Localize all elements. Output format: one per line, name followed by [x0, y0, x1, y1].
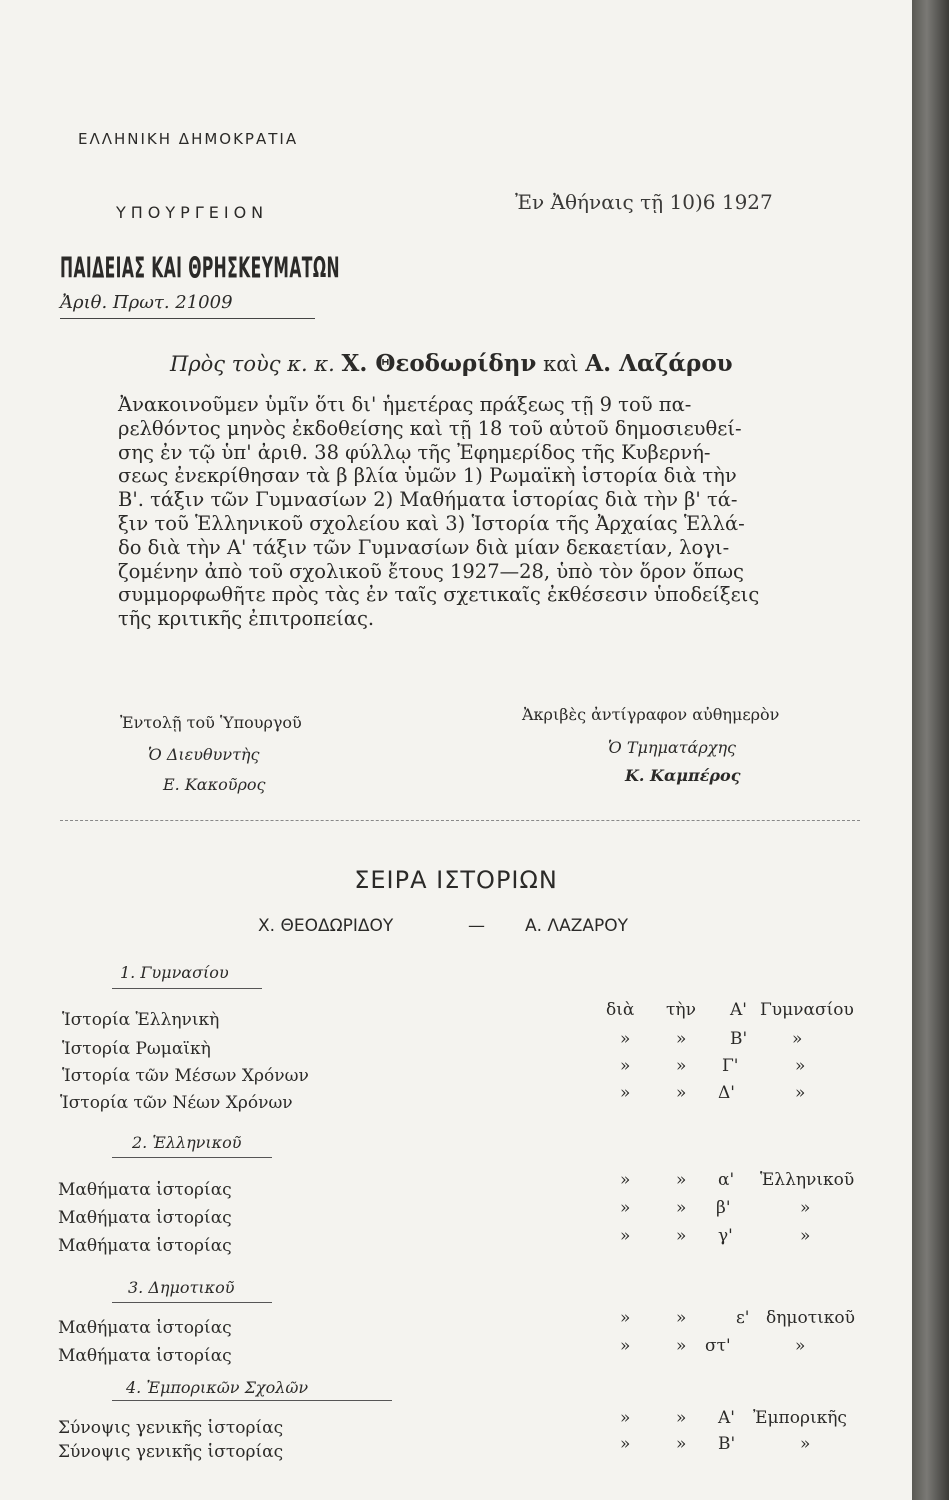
- list-item-col3: Α': [718, 1408, 735, 1428]
- list-item-title: Ἱστορία Ἑλληνικὴ: [62, 1010, 220, 1030]
- series-title: ΣΕΙΡΑ ΙΣΤΟΡΙΩΝ: [354, 866, 558, 894]
- list-item-col1: »: [620, 1198, 631, 1218]
- list-item-col1: »: [620, 1434, 631, 1454]
- salutation: [170, 350, 733, 377]
- list-item-col1: »: [620, 1226, 631, 1246]
- body-line: τῆς κριτικῆς ἐπιτροπείας.: [118, 607, 375, 631]
- list-item-col3: στ': [705, 1336, 731, 1356]
- section-divider: [60, 820, 860, 821]
- signature-left-line1: Ἐντολῇ τοῦ Ὑπουργοῦ: [120, 713, 302, 732]
- section-underline: [112, 988, 262, 989]
- body-line: σης ἐν τῷ ὑπ' ἀριθ. 38 φύλλῳ τῆς Ἐφημερίδος τῆς Κυβερνή-: [118, 440, 711, 464]
- signature-right-line1: Ἀκριβὲς ἀντίγραφον αὐθημερὸν: [522, 705, 780, 724]
- section-underline: [112, 1302, 272, 1303]
- republic-header: ΕΛΛΗΝΙΚΗ ΔΗΜΟΚΡΑΤΙΑ: [78, 130, 299, 148]
- list-item-col2: »: [676, 1408, 687, 1428]
- list-item-col2: »: [676, 1170, 687, 1190]
- list-item-title: Ἱστορία τῶν Μέσων Χρόνων: [62, 1066, 309, 1086]
- section-heading: 4. Ἐμπορικῶν Σχολῶν: [126, 1378, 309, 1397]
- list-item-title: Ἱστορία Ρωμαϊκὴ: [62, 1039, 211, 1059]
- section-underline: [112, 1400, 392, 1401]
- author-two: Α. ΛΑΖΑΡΟΥ: [525, 916, 628, 936]
- book-binding-edge: [912, 0, 949, 1500]
- list-item-col4: »: [795, 1083, 806, 1103]
- body-line: Ἀνακοινοῦμεν ὑμῖν ὅτι δι' ἡμετέρας πράξεως τῇ 9 τοῦ πα-: [118, 393, 692, 416]
- section-heading: 1. Γυμνασίου: [120, 963, 229, 982]
- protocol-number: Ἀριθ. Πρωτ. 21009: [60, 292, 233, 313]
- list-item-col4: »: [792, 1029, 803, 1049]
- list-item-col4: »: [795, 1056, 806, 1076]
- list-item-col2: »: [676, 1226, 687, 1246]
- list-item-col1: »: [620, 1170, 631, 1190]
- list-item-col2: »: [676, 1029, 687, 1049]
- list-item-title: Σύνοψις γενικῆς ἱστορίας: [58, 1418, 284, 1438]
- list-item-col1: »: [620, 1308, 631, 1328]
- section-heading: 2. Ἑλληνικοῦ: [132, 1133, 242, 1152]
- list-item-col1: »: [620, 1056, 631, 1076]
- ministry-name: ΠΑΙΔΕΙΑΣ ΚΑΙ ΘΡΗΣΚΕΥΜΑΤΩΝ: [60, 252, 340, 285]
- author-dash: —: [468, 916, 485, 936]
- body-line: συμμορφωθῆτε πρὸς τὰς ἐν ταῖς σχετικαῖς ἐκθέσεσιν ὑποδείξεις: [118, 583, 760, 607]
- list-item-col4: Ἑλληνικοῦ: [760, 1170, 855, 1190]
- signature-right-name: Κ. Καμπέρος: [625, 766, 741, 785]
- list-item-col3: β': [716, 1198, 731, 1218]
- letter-date: Ἐν Ἀθήναις τῇ 10)6 1927: [515, 190, 773, 214]
- list-item-col4: Ἐμπορικῆς: [753, 1408, 847, 1428]
- list-item-title: Μαθήματα ἱστορίας: [58, 1318, 232, 1338]
- list-item-col3: α': [718, 1170, 735, 1190]
- signature-right-title: Ὁ Τμηματάρχης: [608, 738, 736, 757]
- list-item-col2: »: [676, 1056, 687, 1076]
- list-item-col2: »: [676, 1083, 687, 1103]
- signature-left-name: Ε. Κακοῦρος: [163, 775, 266, 794]
- salutation-and: καὶ: [543, 352, 579, 376]
- list-item-col4: Γυμνασίου: [760, 1000, 854, 1020]
- list-item-col2: τὴν: [666, 1000, 696, 1020]
- body-line: ρελθόντος μηνὸς ἐκδοθείσης καὶ τῇ 18 τοῦ αὐτοῦ δημοσιευθεί-: [118, 416, 742, 440]
- author-one: Χ. ΘΕΟΔΩΡΙΔΟΥ: [258, 916, 394, 936]
- list-item-col3: Γ': [722, 1056, 739, 1076]
- list-item-title: Ἱστορία τῶν Νέων Χρόνων: [60, 1093, 293, 1113]
- body-line: ξιν τοῦ Ἑλληνικοῦ σχολείου καὶ 3) Ἱστορία τῆς Ἀρχαίας Ἑλλά-: [118, 511, 745, 535]
- list-item-title: Μαθήματα ἱστορίας: [58, 1346, 232, 1366]
- list-item-col2: »: [676, 1434, 687, 1454]
- list-item-col4: δημοτικοῦ: [766, 1308, 855, 1328]
- ministry-header: ΥΠΟΥΡΓΕΙΟΝ: [116, 203, 269, 222]
- body-line: Β'. τάξιν τῶν Γυμνασίων 2) Μαθήματα ἱστορίας διὰ τὴν β' τά-: [118, 488, 738, 512]
- list-item-col1: »: [620, 1336, 631, 1356]
- list-item-col3: ε': [736, 1308, 750, 1328]
- list-item-col3: γ': [718, 1226, 733, 1246]
- header-underline: [60, 318, 315, 319]
- list-item-col4: »: [800, 1434, 811, 1454]
- list-item-title: Μαθήματα ἱστορίας: [58, 1236, 232, 1256]
- list-item-col3: Β': [718, 1434, 736, 1454]
- list-item-title: Μαθήματα ἱστορίας: [58, 1208, 232, 1228]
- recipient-two: Α. Λαζάρου: [585, 350, 733, 377]
- section-heading: 3. Δημοτικοῦ: [128, 1278, 235, 1297]
- list-item-col3: Α': [730, 1000, 747, 1020]
- list-item-col2: »: [676, 1308, 687, 1328]
- letter-body: [118, 393, 759, 631]
- section-underline: [112, 1157, 272, 1158]
- list-item-col1: »: [620, 1408, 631, 1428]
- signature-left-title: Ὁ Διευθυντὴς: [148, 745, 260, 764]
- list-item-col1: διὰ: [606, 1000, 635, 1020]
- body-line: σεως ἐνεκρίθησαν τὰ β βλία ὑμῶν 1) Ρωμαϊκὴ ἱστορία διὰ τὴν: [118, 464, 737, 488]
- salutation-prefix: Πρὸς τοὺς κ. κ.: [170, 352, 335, 376]
- list-item-col2: »: [676, 1336, 687, 1356]
- list-item-col3: Δ': [718, 1083, 735, 1103]
- list-item-col4: »: [795, 1336, 806, 1356]
- list-item-col1: »: [620, 1029, 631, 1049]
- body-line: δο διὰ τὴν Α' τάξιν τῶν Γυμνασίων διὰ μίαν δεκαετίαν, λογι-: [118, 535, 730, 559]
- list-item-col3: Β': [730, 1029, 748, 1049]
- list-item-title: Μαθήματα ἱστορίας: [58, 1180, 232, 1200]
- list-item-col4: »: [800, 1198, 811, 1218]
- body-line: ζομένην ἀπὸ τοῦ σχολικοῦ ἔτους 1927—28, ὑπὸ τὸν ὅρον ὅπως: [118, 559, 744, 583]
- list-item-col2: »: [676, 1198, 687, 1218]
- list-item-col4: »: [800, 1226, 811, 1246]
- recipient-one: Χ. Θεοδωρίδην: [341, 350, 537, 377]
- list-item-title: Σύνοψις γενικῆς ἱστορίας: [58, 1442, 284, 1462]
- list-item-col1: »: [620, 1083, 631, 1103]
